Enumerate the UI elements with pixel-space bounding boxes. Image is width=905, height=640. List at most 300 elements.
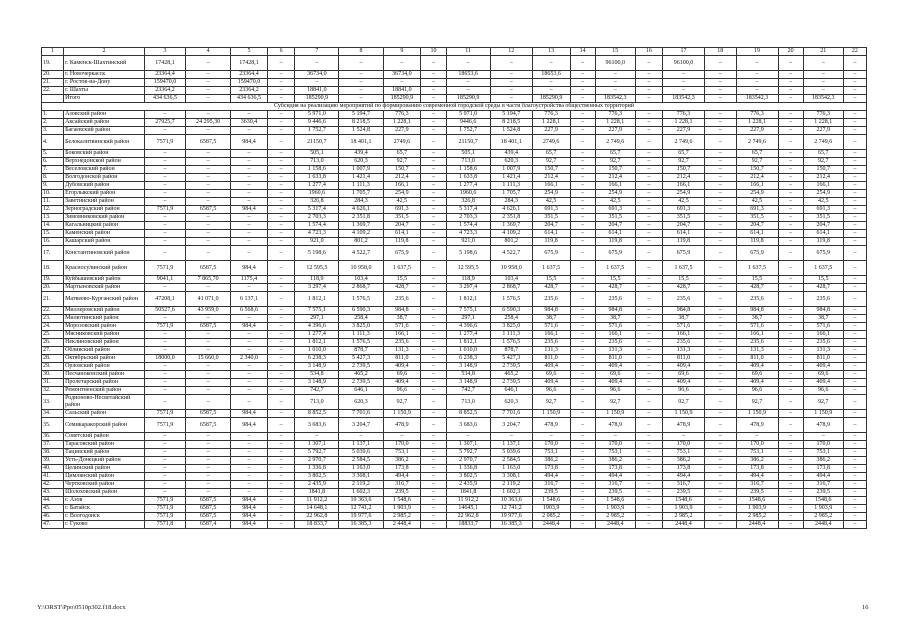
table-cell: Чертковский район <box>64 481 145 489</box>
column-number: 6 <box>267 48 294 56</box>
table-cell: – <box>267 56 294 71</box>
table-cell: – <box>570 513 595 521</box>
table-cell: 3 204,7 <box>490 418 532 433</box>
table-cell: Белокалитвинский район <box>64 135 145 150</box>
table-cell: – <box>185 174 230 182</box>
table-cell: 984,4 <box>231 323 268 331</box>
table-cell: 5 971,0 <box>295 111 339 119</box>
table-cell: – <box>570 418 595 433</box>
table-cell: – <box>662 87 704 95</box>
table-cell: – <box>705 489 737 497</box>
table-cell: – <box>421 190 446 198</box>
table-cell: – <box>421 379 446 387</box>
table-cell: – <box>736 433 778 441</box>
table-cell: – <box>185 95 230 103</box>
table-cell: 1 812,1 <box>446 339 490 347</box>
table-cell: 1 150,9 <box>662 410 704 418</box>
table-cell: – <box>144 230 185 238</box>
table-cell: – <box>267 315 294 323</box>
table-cell: – <box>705 284 737 292</box>
table-cell: – <box>843 355 866 363</box>
table-cell: – <box>185 371 230 379</box>
table-cell: 204,7 <box>595 222 635 230</box>
table-cell: 386,2 <box>595 457 635 465</box>
table-cell: 44. <box>42 497 64 505</box>
table-cell: 10 363,6 <box>490 497 532 505</box>
table-cell: 3 683,6 <box>446 418 490 433</box>
table-cell: 118,9 <box>295 276 339 284</box>
table-cell: 12 741,2 <box>339 505 383 513</box>
table-cell: – <box>490 433 532 441</box>
table-cell: 41 071,0 <box>185 292 230 307</box>
table-cell: 235,6 <box>803 292 843 307</box>
table-cell: – <box>778 150 803 158</box>
table-cell: – <box>778 395 803 410</box>
table-cell: – <box>778 323 803 331</box>
table-cell: 776,3 <box>532 111 570 119</box>
table-cell: – <box>421 87 446 95</box>
table-cell: – <box>421 497 446 505</box>
table-cell: 409,4 <box>383 379 421 387</box>
table-cell: 227,9 <box>736 127 778 135</box>
table-cell: 92,7 <box>383 158 421 166</box>
table-cell: – <box>144 441 185 449</box>
table-cell: – <box>185 284 230 292</box>
table-cell: 23364,4 <box>144 71 185 79</box>
table-cell: 119,8 <box>383 238 421 246</box>
table-cell: 1 548,6 <box>532 497 570 505</box>
table-cell: 1 576,5 <box>490 292 532 307</box>
table-cell: – <box>185 363 230 371</box>
table-cell: 22 962,8 <box>446 513 490 521</box>
table-cell: – <box>705 497 737 505</box>
table-cell: 6 238,3 <box>446 355 490 363</box>
table-cell: – <box>144 315 185 323</box>
table-cell: 614,1 <box>383 230 421 238</box>
table-cell: – <box>635 87 662 95</box>
table-cell: – <box>843 449 866 457</box>
table-cell: – <box>705 481 737 489</box>
table-cell: – <box>267 387 294 395</box>
table-cell: 22. <box>42 307 64 315</box>
table-cell: 10 958,0 <box>339 261 383 276</box>
table-cell: – <box>736 71 778 79</box>
table-cell: – <box>267 410 294 418</box>
table-cell: 1 421,4 <box>490 174 532 182</box>
table-cell: – <box>778 513 803 521</box>
table-cell: 571,6 <box>595 323 635 331</box>
table-cell: – <box>267 276 294 284</box>
table-row <box>42 190 867 198</box>
table-cell: 316,7 <box>595 481 635 489</box>
table-cell: 2 739,5 <box>339 379 383 387</box>
table-cell: 1 228,1 <box>532 119 570 127</box>
table-cell: 5 198,6 <box>446 246 490 261</box>
table-cell: – <box>421 182 446 190</box>
table-cell: 1548,6 <box>662 497 704 505</box>
table-cell: – <box>231 379 268 387</box>
table-cell: – <box>635 489 662 497</box>
table-cell: 478,9 <box>595 418 635 433</box>
table-cell: – <box>267 182 294 190</box>
table-cell: 24. <box>42 323 64 331</box>
table-cell: – <box>803 71 843 79</box>
table-cell: – <box>144 339 185 347</box>
table-cell: 2749,6 <box>383 135 421 150</box>
table-cell: – <box>778 214 803 222</box>
table-cell: – <box>843 347 866 355</box>
table-cell: 1 602,3 <box>490 489 532 497</box>
table-cell: 1 228,1 <box>383 119 421 127</box>
table-cell: – <box>421 276 446 284</box>
table-cell: 1 228,1 <box>736 119 778 127</box>
table-cell: – <box>705 331 737 339</box>
table-cell: Ремонтненский район <box>64 387 145 395</box>
table-row <box>42 379 867 387</box>
table-cell: – <box>778 206 803 214</box>
table-cell: 316,7 <box>662 481 704 489</box>
table-cell: – <box>635 387 662 395</box>
table-cell: 2 985,2 <box>736 513 778 521</box>
table-cell: 428,7 <box>803 284 843 292</box>
table-cell: 166,1 <box>383 182 421 190</box>
table-cell: 984,4 <box>231 418 268 433</box>
table-cell: 2448,4 <box>662 521 704 529</box>
table-cell: – <box>705 292 737 307</box>
table-cell: – <box>705 206 737 214</box>
table-cell: 316,7 <box>803 481 843 489</box>
table-cell: – <box>185 87 230 95</box>
table-cell: 2 435,9 <box>446 481 490 489</box>
table-cell: 27. <box>42 347 64 355</box>
table-cell: 7 701,6 <box>490 410 532 418</box>
table-cell: – <box>267 418 294 433</box>
table-cell: 254,9 <box>803 190 843 198</box>
table-cell: – <box>421 174 446 182</box>
table-cell: – <box>778 222 803 230</box>
table-cell: – <box>185 214 230 222</box>
table-cell: 18. <box>42 261 64 276</box>
table-cell: – <box>267 489 294 497</box>
table-cell: – <box>635 513 662 521</box>
table-cell: – <box>570 284 595 292</box>
table-cell: 691,3 <box>595 206 635 214</box>
table-cell: 984,8 <box>595 307 635 315</box>
table-cell: – <box>421 441 446 449</box>
table-cell: 984,4 <box>231 497 268 505</box>
table-cell: 3. <box>42 127 64 135</box>
table-cell: 386,2 <box>383 457 421 465</box>
table-cell: – <box>843 379 866 387</box>
table-cell: 1 307,1 <box>446 441 490 449</box>
table-cell: – <box>570 331 595 339</box>
table-cell: 1 524,8 <box>339 127 383 135</box>
table-cell: 239,5 <box>383 489 421 497</box>
table-cell: 173,8 <box>662 465 704 473</box>
table-cell: 1 163,0 <box>339 465 383 473</box>
table-cell: – <box>421 284 446 292</box>
table-cell: 3 148,9 <box>295 363 339 371</box>
table-cell: 4 522,7 <box>490 246 532 261</box>
table-cell: 2. <box>42 119 64 127</box>
table-cell: – <box>635 230 662 238</box>
table-cell: 235,6 <box>662 339 704 347</box>
table-cell: – <box>421 449 446 457</box>
table-cell: 2 970,7 <box>446 457 490 465</box>
table-cell: – <box>843 230 866 238</box>
table-cell: – <box>421 95 446 103</box>
table-cell: – <box>144 481 185 489</box>
table-cell: – <box>635 497 662 505</box>
table-cell: – <box>778 87 803 95</box>
table-cell: 235,6 <box>736 292 778 307</box>
table-cell: – <box>231 395 268 410</box>
table-cell: – <box>267 355 294 363</box>
table-cell: 40. <box>42 465 64 473</box>
table-cell: 8 852,5 <box>295 410 339 418</box>
table-cell: 118,9 <box>446 276 490 284</box>
table-cell: 150,7 <box>595 166 635 174</box>
table-cell: 1 903,9 <box>595 505 635 513</box>
table-cell: 691,3 <box>662 206 704 214</box>
table-cell: – <box>267 513 294 521</box>
table-cell: 15,5 <box>383 276 421 284</box>
table-cell: – <box>843 56 866 71</box>
table-cell: 16 385,3 <box>339 521 383 529</box>
table-cell: – <box>635 246 662 261</box>
table-cell: 42. <box>42 481 64 489</box>
table-cell: – <box>185 198 230 206</box>
table-cell: – <box>231 182 268 190</box>
table-cell: 1 336,8 <box>446 465 490 473</box>
column-number: 9 <box>383 48 421 56</box>
table-cell: 183542,3 <box>803 95 843 103</box>
table-cell: 428,7 <box>383 284 421 292</box>
table-cell: 166,1 <box>383 331 421 339</box>
table-cell: – <box>185 395 230 410</box>
table-cell: 614,1 <box>662 230 704 238</box>
table-cell: – <box>267 457 294 465</box>
table-cell: Итого <box>64 95 145 103</box>
table-cell: 96100,0 <box>595 56 635 71</box>
table-cell: 5 198,6 <box>295 246 339 261</box>
table-cell: 6587,5 <box>185 135 230 150</box>
table-row <box>42 323 867 331</box>
table-cell: 92,7 <box>662 158 704 166</box>
table-cell: – <box>295 433 339 441</box>
table-cell: 166,1 <box>662 331 704 339</box>
table-cell: 351,5 <box>736 214 778 222</box>
table-cell: 691,3 <box>532 206 570 214</box>
table-cell: 235,6 <box>595 339 635 347</box>
table-cell: 18 401,1 <box>339 135 383 150</box>
table-cell: – <box>705 79 737 87</box>
table-cell: 166,1 <box>803 331 843 339</box>
footer-page-number: 16 <box>862 604 869 611</box>
table-cell: 150,7 <box>532 166 570 174</box>
table-cell: – <box>778 135 803 150</box>
table-cell: 1960,6 <box>295 190 339 198</box>
column-number: 4 <box>185 48 230 56</box>
table-cell: – <box>421 214 446 222</box>
table-cell: – <box>705 339 737 347</box>
table-cell: – <box>778 410 803 418</box>
table-cell: 5 971,0 <box>446 111 490 119</box>
table-cell: – <box>778 182 803 190</box>
table-cell: 494,4 <box>595 473 635 481</box>
table-cell: Аксайский район <box>64 119 145 127</box>
table-cell: Советский район <box>64 433 145 441</box>
table-cell: 1 228,1 <box>803 119 843 127</box>
table-row <box>42 355 867 363</box>
table-cell: – <box>595 87 635 95</box>
table-cell: Боковский район <box>64 150 145 158</box>
table-cell: – <box>446 433 490 441</box>
table-cell: 235,6 <box>532 339 570 347</box>
table-cell: – <box>570 292 595 307</box>
table-cell: 1 812,1 <box>295 292 339 307</box>
table-cell: 316,7 <box>532 481 570 489</box>
table-cell: 8 218,5 <box>339 119 383 127</box>
table-cell: 7 701,6 <box>339 410 383 418</box>
table-cell: 6587,5 <box>185 418 230 433</box>
table-cell: 212,4 <box>383 174 421 182</box>
table-cell: – <box>421 307 446 315</box>
table-cell: – <box>595 79 635 87</box>
table-cell: 984,8 <box>662 307 704 315</box>
table-cell: – <box>635 214 662 222</box>
column-number: 20 <box>778 48 803 56</box>
table-cell: – <box>843 410 866 418</box>
table-cell: 6587,5 <box>185 505 230 513</box>
table-cell: 235,6 <box>803 339 843 347</box>
table-cell: – <box>635 276 662 284</box>
table-cell: – <box>144 387 185 395</box>
table-cell: 254,9 <box>532 190 570 198</box>
table-cell: – <box>843 95 866 103</box>
table-cell: – <box>705 521 737 529</box>
table-cell: – <box>570 489 595 497</box>
table-cell: 3 825,0 <box>490 323 532 331</box>
table-cell: Цимлянский район <box>64 473 145 481</box>
table-cell: – <box>421 158 446 166</box>
table-cell: 691,3 <box>803 206 843 214</box>
table-cell: 465,2 <box>339 371 383 379</box>
column-number: 7 <box>295 48 339 56</box>
table-cell: 742,7 <box>295 387 339 395</box>
table-cell: – <box>705 214 737 222</box>
table-cell: 713,0 <box>446 158 490 166</box>
table-cell: – <box>267 449 294 457</box>
table-cell: – <box>231 111 268 119</box>
table-cell: – <box>185 379 230 387</box>
table-cell: – <box>339 433 383 441</box>
table-row <box>42 111 867 119</box>
table-cell: – <box>421 56 446 71</box>
table-cell: 204,7 <box>532 222 570 230</box>
table-cell: – <box>705 230 737 238</box>
table-cell: 18 833,7 <box>295 521 339 529</box>
table-cell: – <box>231 441 268 449</box>
table-cell: – <box>635 521 662 529</box>
table-cell: 19 977,6 <box>339 513 383 521</box>
table-cell: 675,9 <box>662 246 704 261</box>
table-cell: – <box>843 363 866 371</box>
table-cell: – <box>144 150 185 158</box>
table-cell: 505,1 <box>295 150 339 158</box>
table-cell: – <box>803 433 843 441</box>
table-cell: 409,4 <box>662 363 704 371</box>
column-number: 1 <box>42 48 64 56</box>
table-cell: – <box>778 127 803 135</box>
table-cell: 478,9 <box>532 418 570 433</box>
table-cell: 1 633,8 <box>446 174 490 182</box>
table-cell: – <box>570 206 595 214</box>
table-cell: 119,8 <box>532 238 570 246</box>
table-cell: 69,6 <box>803 371 843 379</box>
table-cell: 170,0 <box>383 441 421 449</box>
table-row <box>42 307 867 315</box>
table-cell: – <box>532 79 570 87</box>
table-cell: – <box>570 473 595 481</box>
table-cell: 17428,1 <box>231 56 268 71</box>
table-cell: Верхнедонской район <box>64 158 145 166</box>
table-cell: – <box>843 513 866 521</box>
table-cell: 386,2 <box>803 457 843 465</box>
table-cell: – <box>231 433 268 441</box>
table-cell: 675,9 <box>532 246 570 261</box>
table-cell: 1 010,0 <box>295 347 339 355</box>
table-cell: – <box>843 79 866 87</box>
table-cell: 1 158,6 <box>446 166 490 174</box>
table-cell: 776,3 <box>803 111 843 119</box>
table-cell: – <box>705 261 737 276</box>
table-cell: 713,0 <box>295 158 339 166</box>
table-cell: 428,7 <box>532 284 570 292</box>
table-cell: – <box>635 441 662 449</box>
table-cell: 2448,4 <box>736 521 778 529</box>
table-cell: 921,0 <box>295 238 339 246</box>
table-cell: – <box>267 433 294 441</box>
table-cell: – <box>843 433 866 441</box>
table-cell: 19. <box>42 276 64 284</box>
table-cell: 166,1 <box>532 182 570 190</box>
table-cell: 297,1 <box>446 315 490 323</box>
table-row <box>42 261 867 276</box>
table-cell: 465,2 <box>490 371 532 379</box>
table-cell: – <box>778 331 803 339</box>
table-cell: 3 148,9 <box>446 379 490 387</box>
table-cell: – <box>843 473 866 481</box>
table-cell: – <box>570 174 595 182</box>
table-cell: – <box>570 315 595 323</box>
table-cell: – <box>635 127 662 135</box>
table-cell: – <box>778 363 803 371</box>
table-cell: – <box>144 166 185 174</box>
table-row <box>42 87 867 95</box>
table-cell: 1 903,9 <box>662 505 704 513</box>
table-cell: 409,4 <box>595 379 635 387</box>
table-cell: 351,5 <box>595 214 635 222</box>
table-cell: 1 421,4 <box>339 174 383 182</box>
table-cell: – <box>185 230 230 238</box>
table-cell: 12 595,5 <box>446 261 490 276</box>
column-number: 22 <box>843 48 866 56</box>
table-cell: 173,8 <box>803 465 843 473</box>
table-cell: 2 435,9 <box>295 481 339 489</box>
table-cell: 11. <box>42 198 64 206</box>
table-cell: – <box>339 79 383 87</box>
